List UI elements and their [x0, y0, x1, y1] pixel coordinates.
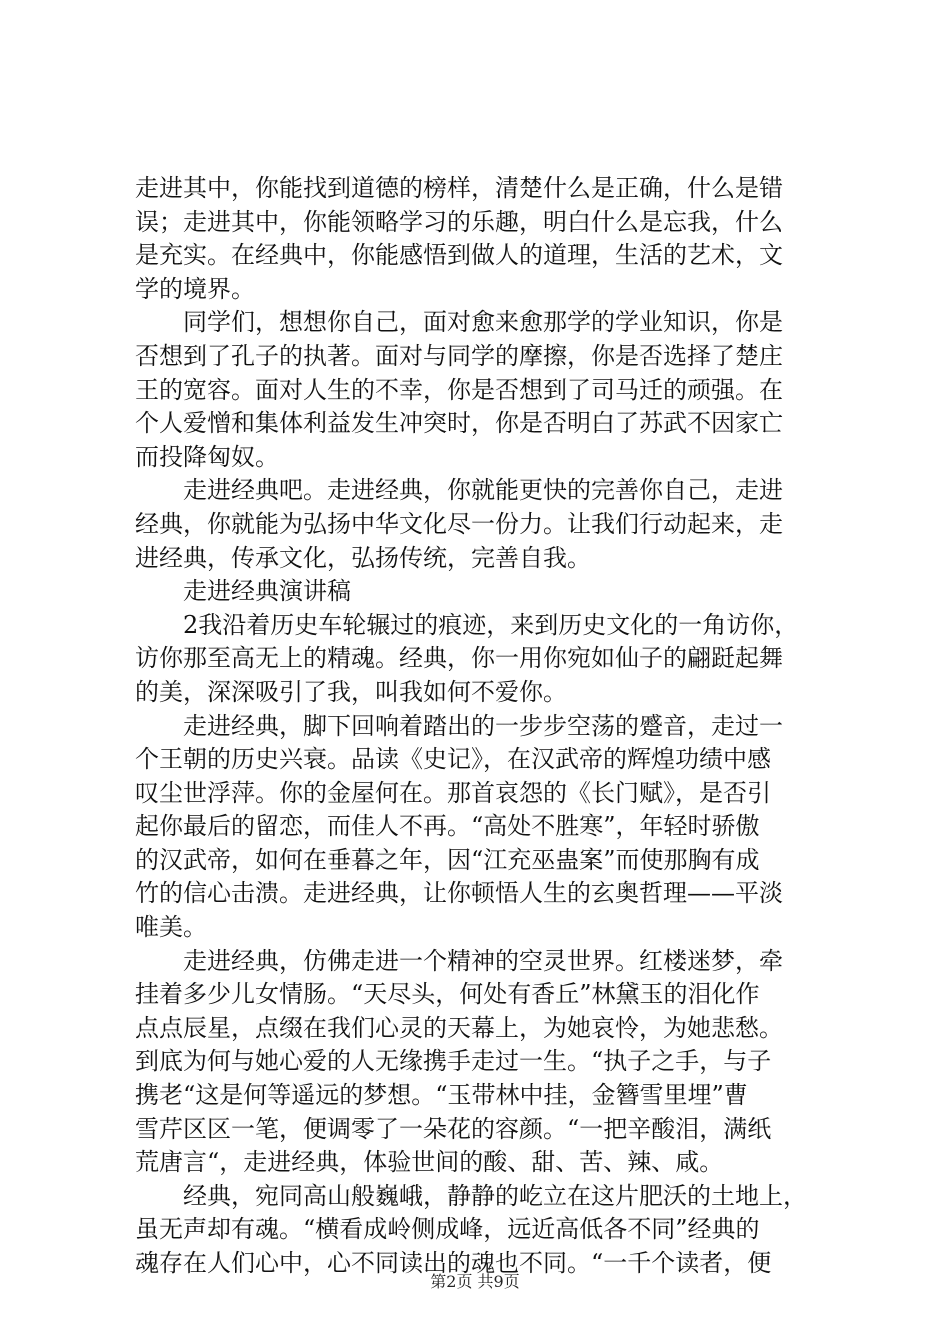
text-line: 到底为何与她心爱的人无缘携手走过一生。“执子之手，与子	[135, 1047, 772, 1076]
text-line: 走进其中，你能找到道德的榜样，清楚什么是正确，什么是错	[135, 174, 783, 202]
text-line: 荒唐言“，走进经典，体验世间的酸、甜、苦、辣、咸。	[135, 1148, 724, 1177]
text-line: 是充实。在经典中，你能感悟到做人的道理，生活的艺术，文	[135, 241, 783, 270]
text-line: 虽无声却有魂。“横看成岭侧成峰，远近高低各不同”经典的	[135, 1215, 760, 1244]
text-line: 王的宽容。面对人生的不幸，你是否想到了司马迁的顽强。在	[135, 375, 783, 404]
text-line: 而投降匈奴。	[135, 442, 279, 471]
text-line: 携老“这是何等遥远的梦想。“玉带林中挂，金簪雪里埋”曹	[135, 1081, 748, 1110]
text-line: 同学们，想想你自己，面对愈来愈那学的学业知识，你是	[135, 308, 783, 337]
text-line: 误；走进其中，你能领略学习的乐趣，明白什么是忘我，什么	[135, 207, 783, 236]
text-line: 访你那至高无上的精魂。经典，你一用你宛如仙子的翩跹起舞	[135, 644, 783, 673]
text-line: 否想到了孔子的执著。面对与同学的摩擦，你是否选择了楚庄	[135, 341, 783, 370]
text-line: 竹的信心击溃。走进经典，让你顿悟人生的玄奥哲理——平淡	[135, 879, 783, 908]
body-text	[135, 172, 835, 1281]
text-line: 学的境界。	[135, 274, 255, 303]
page-number-footer: 第2页 共9页	[430, 1272, 520, 1291]
text-line: 起你最后的留恋，而佳人不再。“高处不胜寒”，年轻时骄傲	[135, 812, 760, 841]
text-line: 进经典，传承文化，弘扬传统，完善自我。	[135, 543, 591, 572]
text-line: 走进经典，脚下回响着踏出的一步步空荡的蹙音，走过一	[135, 711, 783, 740]
text-line: 挂着多少儿女情肠。“天尽头，何处有香丘”林黛玉的泪化作	[135, 980, 760, 1009]
text-line: 个王朝的历史兴衰。品读《史记》，在汉武帝的辉煌功绩中感	[135, 745, 771, 774]
text-line: 唯美。	[135, 913, 207, 942]
text-line: 魂存在人们心中，心不同读出的魂也不同。“一千个读者，便	[135, 1249, 772, 1277]
text-line: 的汉武帝，如何在垂暮之年，因“江充巫蛊案”而使那胸有成	[135, 845, 760, 874]
text-line: 经典，你就能为弘扬中华文化尽一份力。让我们行动起来，走	[135, 509, 783, 538]
text-line: 点点辰星，点缀在我们心灵的天幕上，为她哀怜，为她悲愁。	[135, 1013, 783, 1042]
text-line: 2我沿着历史车轮辗过的痕迹，来到历史文化的一角访你，	[135, 610, 799, 639]
text-line: 叹尘世浮萍。你的金屋何在。那首哀怨的《长门赋》，是否引	[135, 778, 771, 807]
text-line: 走进经典，仿佛走进一个精神的空灵世界。红楼迷梦，牵	[135, 946, 783, 975]
text-line: 经典，宛同高山般巍峨，静静的屹立在这片肥沃的土地上，	[135, 1181, 807, 1210]
text-line: 的美，深深吸引了我，叫我如何不爱你。	[135, 677, 567, 706]
section-heading: 走进经典演讲稿	[135, 577, 351, 606]
text-line: 个人爱憎和集体利益发生冲突时，你是否明白了苏武不因家亡	[135, 409, 783, 438]
text-line: 雪芹区区一笔，便调零了一朵花的容颜。“一把辛酸泪，满纸	[135, 1114, 772, 1143]
text-line: 走进经典吧。走进经典，你就能更快的完善你自己，走进	[135, 476, 783, 505]
